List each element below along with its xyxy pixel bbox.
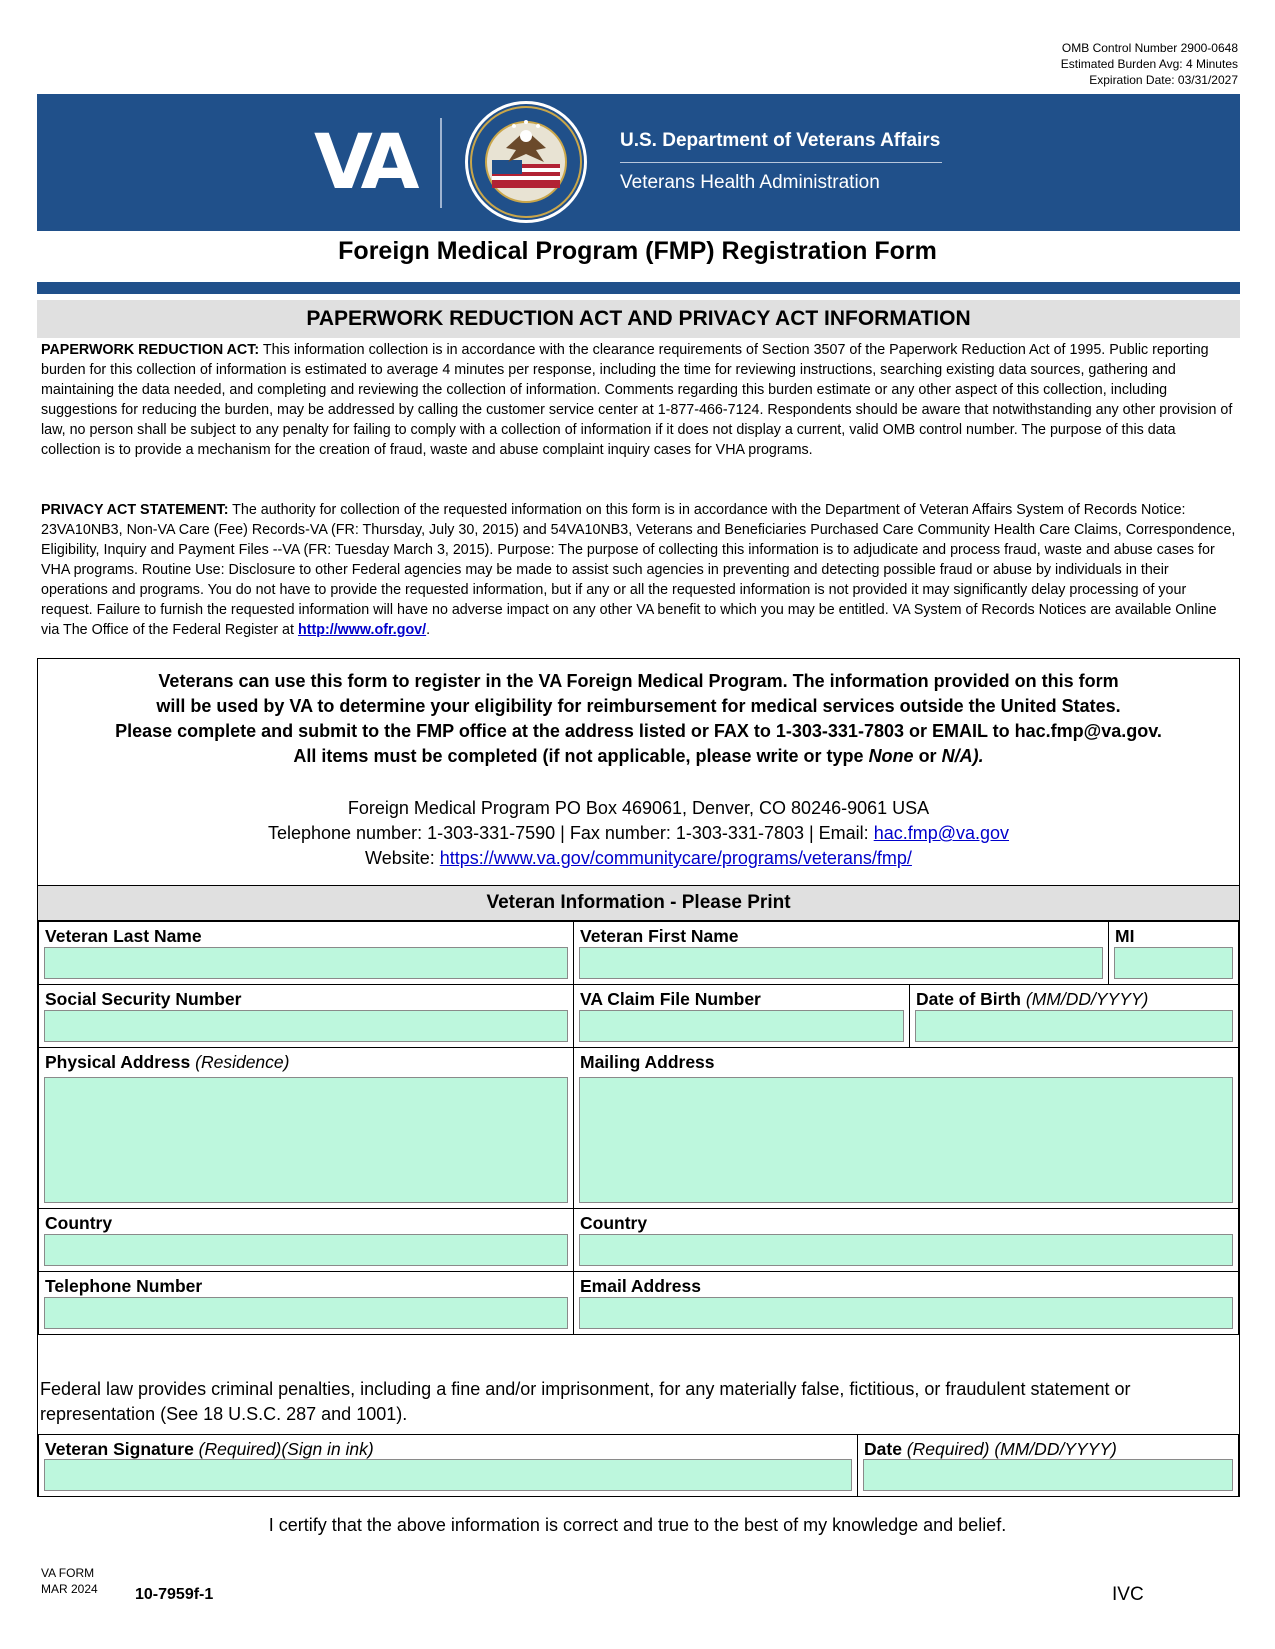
instructions — [38, 669, 1239, 769]
claim-file-cell — [573, 984, 910, 1048]
email-field[interactable] — [579, 1297, 1233, 1329]
signature-date-label — [864, 1439, 1117, 1460]
instructions-line-3: Please complete and submit to the FMP office at the address listed or FAX to 1-303-331-7803 or EMAIL to hac.fmp@va.gov. — [115, 721, 1162, 741]
instructions-line-1: Veterans can use this form to register in the VA Foreign Medical Program. The information provided on this form — [158, 671, 1119, 691]
contact-text: Telephone number: 1-303-331-7590 | Fax number: 1-303-331-7803 | Email: — [267, 823, 874, 843]
signature-date-text: Date — [864, 1439, 902, 1459]
physical-country-field[interactable] — [44, 1234, 568, 1266]
estimated-burden: Estimated Burden Avg: 4 Minutes — [1060, 57, 1238, 71]
last-name-field[interactable] — [44, 947, 568, 979]
signature-field[interactable] — [44, 1459, 852, 1491]
first-name-label: Veteran First Name — [580, 926, 739, 946]
dob-field[interactable] — [915, 1010, 1233, 1042]
first-name-cell — [573, 921, 1109, 985]
instructions-line-2: will be used by VA to determine your eligibility for reimbursement for medical services outside the United States. — [156, 696, 1121, 716]
line4-text: All items must be completed (if not applicable, please write or type — [293, 746, 869, 766]
last-name-label: Veteran Last Name — [45, 926, 202, 946]
omb-info — [1061, 40, 1238, 88]
email-cell — [573, 1271, 1239, 1335]
last-name-cell — [38, 921, 574, 985]
mi-field[interactable] — [1114, 947, 1233, 979]
dob-label-text: Date of Birth — [916, 989, 1021, 1009]
omb-control-number: OMB Control Number 2900-0648 — [1061, 41, 1238, 55]
first-name-field[interactable] — [579, 947, 1103, 979]
veteran-info-header: Veteran Information - Please Print — [38, 885, 1239, 921]
physical-address-label — [45, 1052, 289, 1073]
email-label: Email Address — [580, 1276, 701, 1296]
fmp-contact — [38, 796, 1239, 871]
dob-cell — [909, 984, 1239, 1048]
ofr-link[interactable]: http://www.ofr.gov/ — [297, 622, 427, 638]
department-name: U.S. Department of Veterans Affairs — [620, 130, 941, 151]
pra-label: PAPERWORK REDUCTION ACT: — [41, 342, 260, 358]
mailing-address-field[interactable] — [579, 1077, 1233, 1203]
form-title: Foreign Medical Program (FMP) Registration Form — [338, 237, 937, 265]
form-edition — [41, 1565, 98, 1597]
mailing-country-label: Country — [580, 1213, 648, 1233]
pra-text: This information collection is in accordance with the clearance requirements of Section 3507 of the Paperwork Reduction Act of 1995. Public reporting burden for this collection of information is estimated to average 4 minutes per response, including the time for reviewing instructions, searching existing data sources, gathering and maintaining the data needed, and completing and reviewing the collection of information. Comments regarding this burden estimate or any other aspect of this collection, including suggestions for reducing the burden, may be addressed by calling the customer service center at 1-877-466-7124. Respondents should be aware that notwithstanding any other provision of law, no person shall be subject to any penalty for failing to comply with a collection of information if it does not display a current, valid OMB control number. The purpose of this data collection is to provide a mechanism for the creation of fraud, waste and abuse complaint inquiry cases for VHA programs. — [41, 342, 1233, 458]
form-number: 10-7959f-1 — [135, 1586, 214, 1603]
va-logo: VA — [314, 117, 413, 206]
claim-file-field[interactable] — [579, 1010, 904, 1042]
physical-country-cell — [38, 1208, 574, 1272]
fmp-website — [38, 846, 1239, 871]
title-rule — [37, 282, 1240, 294]
mailing-address-cell — [573, 1047, 1239, 1209]
line4-na: N/A). — [941, 746, 984, 766]
physical-address-cell — [38, 1047, 574, 1209]
telephone-cell — [38, 1271, 574, 1335]
signature-label-text: Veteran Signature — [45, 1439, 194, 1459]
header-divider — [620, 162, 942, 163]
physical-address-hint: (Residence) — [190, 1052, 290, 1072]
physical-address-text: Physical Address — [45, 1052, 191, 1072]
mi-label: MI — [1115, 926, 1135, 946]
signature-cell — [38, 1434, 858, 1497]
logo-divider — [440, 118, 442, 208]
mailing-country-cell — [573, 1208, 1239, 1272]
signature-date-cell — [857, 1434, 1239, 1497]
privacy-act-paragraph — [41, 500, 1236, 640]
signature-label — [45, 1439, 374, 1460]
telephone-field[interactable] — [44, 1297, 568, 1329]
physical-address-field[interactable] — [44, 1077, 568, 1203]
psa-text: The authority for collection of the requested information on this form is in accordance with the Department of Veteran Affairs System of Records Notice: 23VA10NB3, Non-VA Care (Fee) Records-VA (FR: Thursday, July 30, 2015) and 54VA10NB3, Veterans and Beneficiaries Purchased Care Community Health Care Claims, Correspondence, Eligibility, Inquiry and Payment Files --VA (FR: Tuesday March 3, 2015). Purpose: The purpose of collecting this information is to adjudicate and process fraud, waste and abuse cases for VHA programs. Routine Use: Disclosure to other Federal agencies may be made to assist such agencies in preventing and detecting possible fraud or abuse by individuals in their operations and programs. You do not have to provide the requested information, but if any or all the requested information is not provided it may significantly delay processing of your request. Failure to furnish the requested information will have no adverse impact on any other VA benefit to which you may be entitled. VA System of Records Notices are available Online via The Office of the Federal Register at — [41, 502, 1236, 638]
va-header-banner — [37, 94, 1240, 231]
va-seal-icon — [464, 100, 588, 224]
psa-label: PRIVACY ACT STATEMENT: — [41, 502, 229, 518]
penalty-notice: Federal law provides criminal penalties, including a fine and/or imprisonment, for any materially false, fictitious, or fraudulent statement or representation (See 18 U.S.C. 287 and 1001). — [40, 1379, 1131, 1424]
website-label: Website: — [365, 848, 440, 868]
claim-file-label: VA Claim File Number — [580, 989, 761, 1009]
email-link[interactable]: hac.fmp@va.gov — [873, 823, 1010, 843]
mi-cell — [1108, 921, 1239, 985]
line4-or: or — [913, 746, 942, 766]
form-edition-date: MAR 2024 — [41, 1582, 98, 1596]
line4-none: None — [868, 746, 914, 766]
mailing-address-label: Mailing Address — [580, 1052, 715, 1072]
dob-label — [916, 989, 1148, 1010]
registration-form — [37, 658, 1240, 1497]
privacy-section-title: PAPERWORK REDUCTION ACT AND PRIVACY ACT INFORMATION — [37, 300, 1240, 338]
signature-date-field[interactable] — [863, 1459, 1233, 1491]
certification-statement: I certify that the above information is correct and true to the best of my knowledge and belief. — [268, 1515, 1007, 1535]
physical-country-label: Country — [45, 1213, 113, 1233]
ssn-cell — [38, 984, 574, 1048]
office-code: IVC — [1112, 1584, 1144, 1605]
ssn-label: Social Security Number — [45, 989, 242, 1009]
fmp-phone-fax-email — [38, 821, 1239, 846]
dob-hint: (MM/DD/YYYY) — [1021, 989, 1149, 1009]
instructions-line-4 — [38, 744, 1239, 769]
va-form-label: VA FORM — [41, 1566, 95, 1580]
psa-end: . — [426, 622, 431, 638]
paperwork-reduction-act-paragraph — [41, 340, 1236, 460]
fmp-address: Foreign Medical Program PO Box 469061, Denver, CO 80246-9061 USA — [347, 798, 930, 818]
mailing-country-field[interactable] — [579, 1234, 1233, 1266]
website-link[interactable]: https://www.va.gov/communitycare/programs/veterans/fmp/ — [439, 848, 912, 868]
signature-date-hint: (Required) (MM/DD/YYYY) — [901, 1439, 1117, 1459]
ssn-field[interactable] — [44, 1010, 568, 1042]
expiration-date: Expiration Date: 03/31/2027 — [1089, 73, 1238, 87]
signature-hint: (Required)(Sign in ink) — [193, 1439, 374, 1459]
telephone-label: Telephone Number — [45, 1276, 203, 1296]
administration-name: Veterans Health Administration — [620, 172, 880, 193]
